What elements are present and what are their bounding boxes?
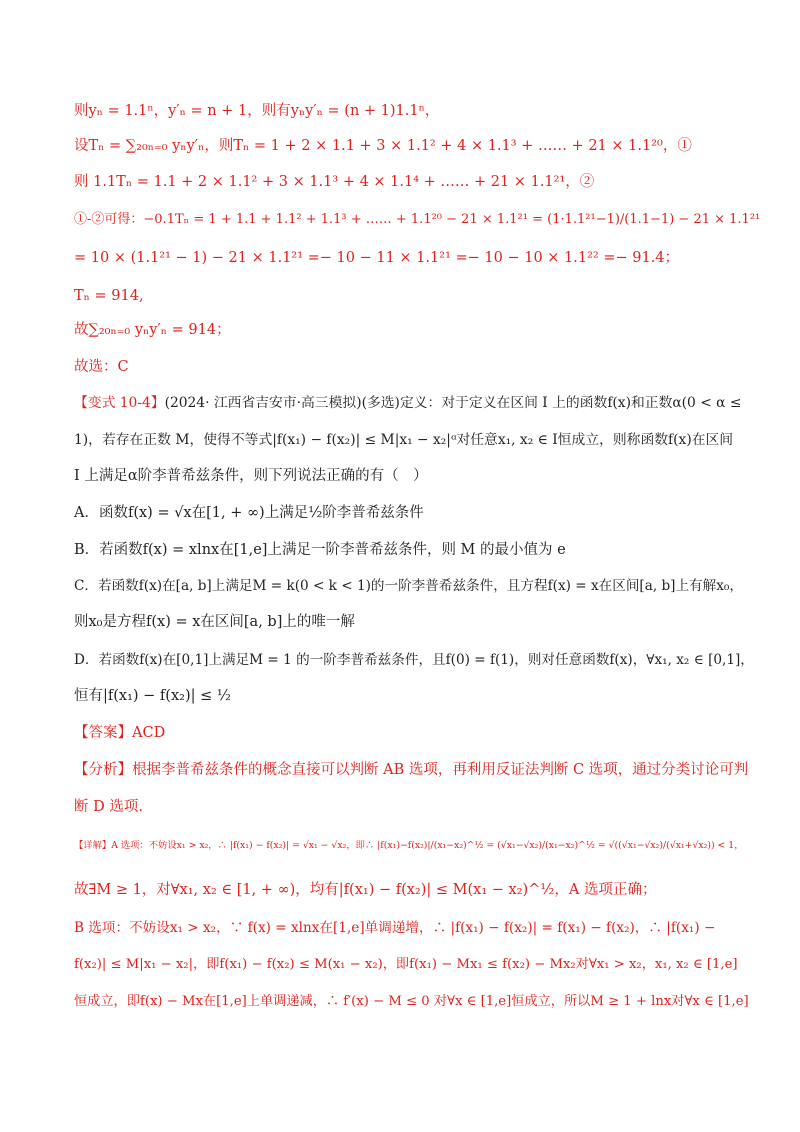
detail-text: A 选项：不妨设x₁ > x₂，∴ |f(x₁) − f(x₂)| = √x₁ − √x₂，即∴ |f(x₁)−f(x₂)|/(x₁−x₂)^½ = (√x₁−√x₂)/(x₁−x₂)^½ = √((√x₁−√x₂)/(√x₁+√x₂)) < 1， — [111, 840, 744, 851]
solution-line-1: 则yₙ = 1.1ⁿ，y′ₙ = n + 1，则有yₙy′ₙ = (n + 1)1.1ⁿ， — [74, 103, 440, 119]
option-d-line-2: 恒有|f(x₁) − f(x₂)| ≤ ½ — [74, 688, 231, 704]
detail-line-1 — [74, 836, 744, 856]
answer-line — [74, 723, 165, 743]
detail-label: 【详解】 — [74, 840, 112, 851]
solution-line-7: 故∑₂₀ₙ₌₀ yₙy′ₙ = 914； — [74, 322, 231, 338]
answer-label: 【答案】 — [74, 725, 132, 741]
analysis-line-2: 断 D 选项. — [74, 799, 143, 815]
solution-line-2: 设Tₙ = ∑₂₀ₙ₌₀ yₙy′ₙ，则Tₙ = 1 + 2 × 1.1 + 3 × 1.1² + 4 × 1.1³ + …… + 21 × 1.1²⁰，① — [74, 138, 692, 154]
detail-line-4: f(x₂)| ≤ M|x₁ − x₂|，即f(x₁) − f(x₂) ≤ M(x₁ − x₂)，即f(x₁) − Mx₁ ≤ f(x₂) − Mx₂对∀x₁ > x₂，x₁, x₂ ∈ [1,e] — [74, 957, 738, 972]
answer-value: ACD — [132, 725, 166, 741]
option-d-line-1: D．若函数f(x)在[0,1]上满足M = 1 的一阶李普希兹条件，且f(0) = f(1)，则对任意函数f(x)，∀x₁, x₂ ∈ [0,1]， — [74, 652, 754, 668]
detail-line-3: B 选项：不妨设x₁ > x₂，∵ f(x) = xlnx在[1,e]单调递增，∴ |f(x₁) − f(x₂)| = f(x₁) − f(x₂)，∴ |f(x₁) − — [74, 920, 716, 936]
analysis-line-1 — [74, 760, 748, 780]
problem-intro: (2024· 江西省吉安市·高三模拟)(多选)定义：对于定义在区间 I 上的函数f(x)和正数α(0 < α ≤ — [164, 395, 742, 411]
solution-line-4: ①-②可得：−0.1Tₙ = 1 + 1.1 + 1.1² + 1.1³ + …… + 1.1²⁰ − 21 × 1.1²¹ = (1·1.1²¹−1)/(1.1−1) − 21 × 1.1²¹ — [74, 212, 761, 227]
solution-line-3: 则 1.1Tₙ = 1.1 + 2 × 1.1² + 3 × 1.1³ + 4 × 1.1⁴ + …… + 21 × 1.1²¹，② — [74, 174, 595, 190]
problem-line-2: 1)，若存在正数 M，使得不等式|f(x₁) − f(x₂)| ≤ M|x₁ − x₂|ᵅ对任意x₁, x₂ ∈ I恒成立，则称函数f(x)在区间 — [74, 432, 734, 448]
option-c-line-2: 则x₀是方程f(x) = x在区间[a, b]上的唯一解 — [74, 614, 355, 630]
option-a: A．函数f(x) = √x在[1, + ∞)上满足½阶李普希兹条件 — [74, 505, 424, 521]
detail-line-2: 故∃M ≥ 1，对∀x₁, x₂ ∈ [1, + ∞)，均有|f(x₁) − f(x₂)| ≤ M(x₁ − x₂)^½，A 选项正确； — [74, 882, 657, 898]
detail-line-5: 恒成立，即f(x) − Mx在[1,e]上单调递减，∴ f′(x) − M ≤ 0 对∀x ∈ [1,e]恒成立，所以M ≥ 1 + lnx对∀x ∈ [1,e] — [74, 994, 749, 1009]
problem-tag: 【变式 10-4】 — [74, 395, 165, 411]
solution-line-6: Tₙ = 914, — [74, 288, 144, 304]
analysis-text: 根据李普希兹条件的概念直接可以判断 AB 选项，再利用反证法判断 C 选项，通过分类讨论可判 — [132, 762, 749, 778]
solution-choice: 故选：C — [74, 359, 129, 375]
option-b: B．若函数f(x) = xlnx在[1,e]上满足一阶李普希兹条件，则 M 的最小值为 e — [74, 542, 566, 558]
solution-line-5: = 10 × (1.1²¹ − 1) − 21 × 1.1²¹ =− 10 − 11 × 1.1²¹ =− 10 − 10 × 1.1²² =− 91.4； — [74, 250, 680, 266]
problem-line-1 — [74, 393, 741, 413]
option-c-line-1: C．若函数f(x)在[a, b]上满足M = k(0 < k < 1)的一阶李普希兹条件，且方程f(x) = x在区间[a, b]上有解x₀， — [74, 578, 743, 594]
analysis-label: 【分析】 — [74, 762, 132, 778]
problem-line-3: I 上满足α阶李普希兹条件，则下列说法正确的有（ ） — [74, 468, 428, 484]
